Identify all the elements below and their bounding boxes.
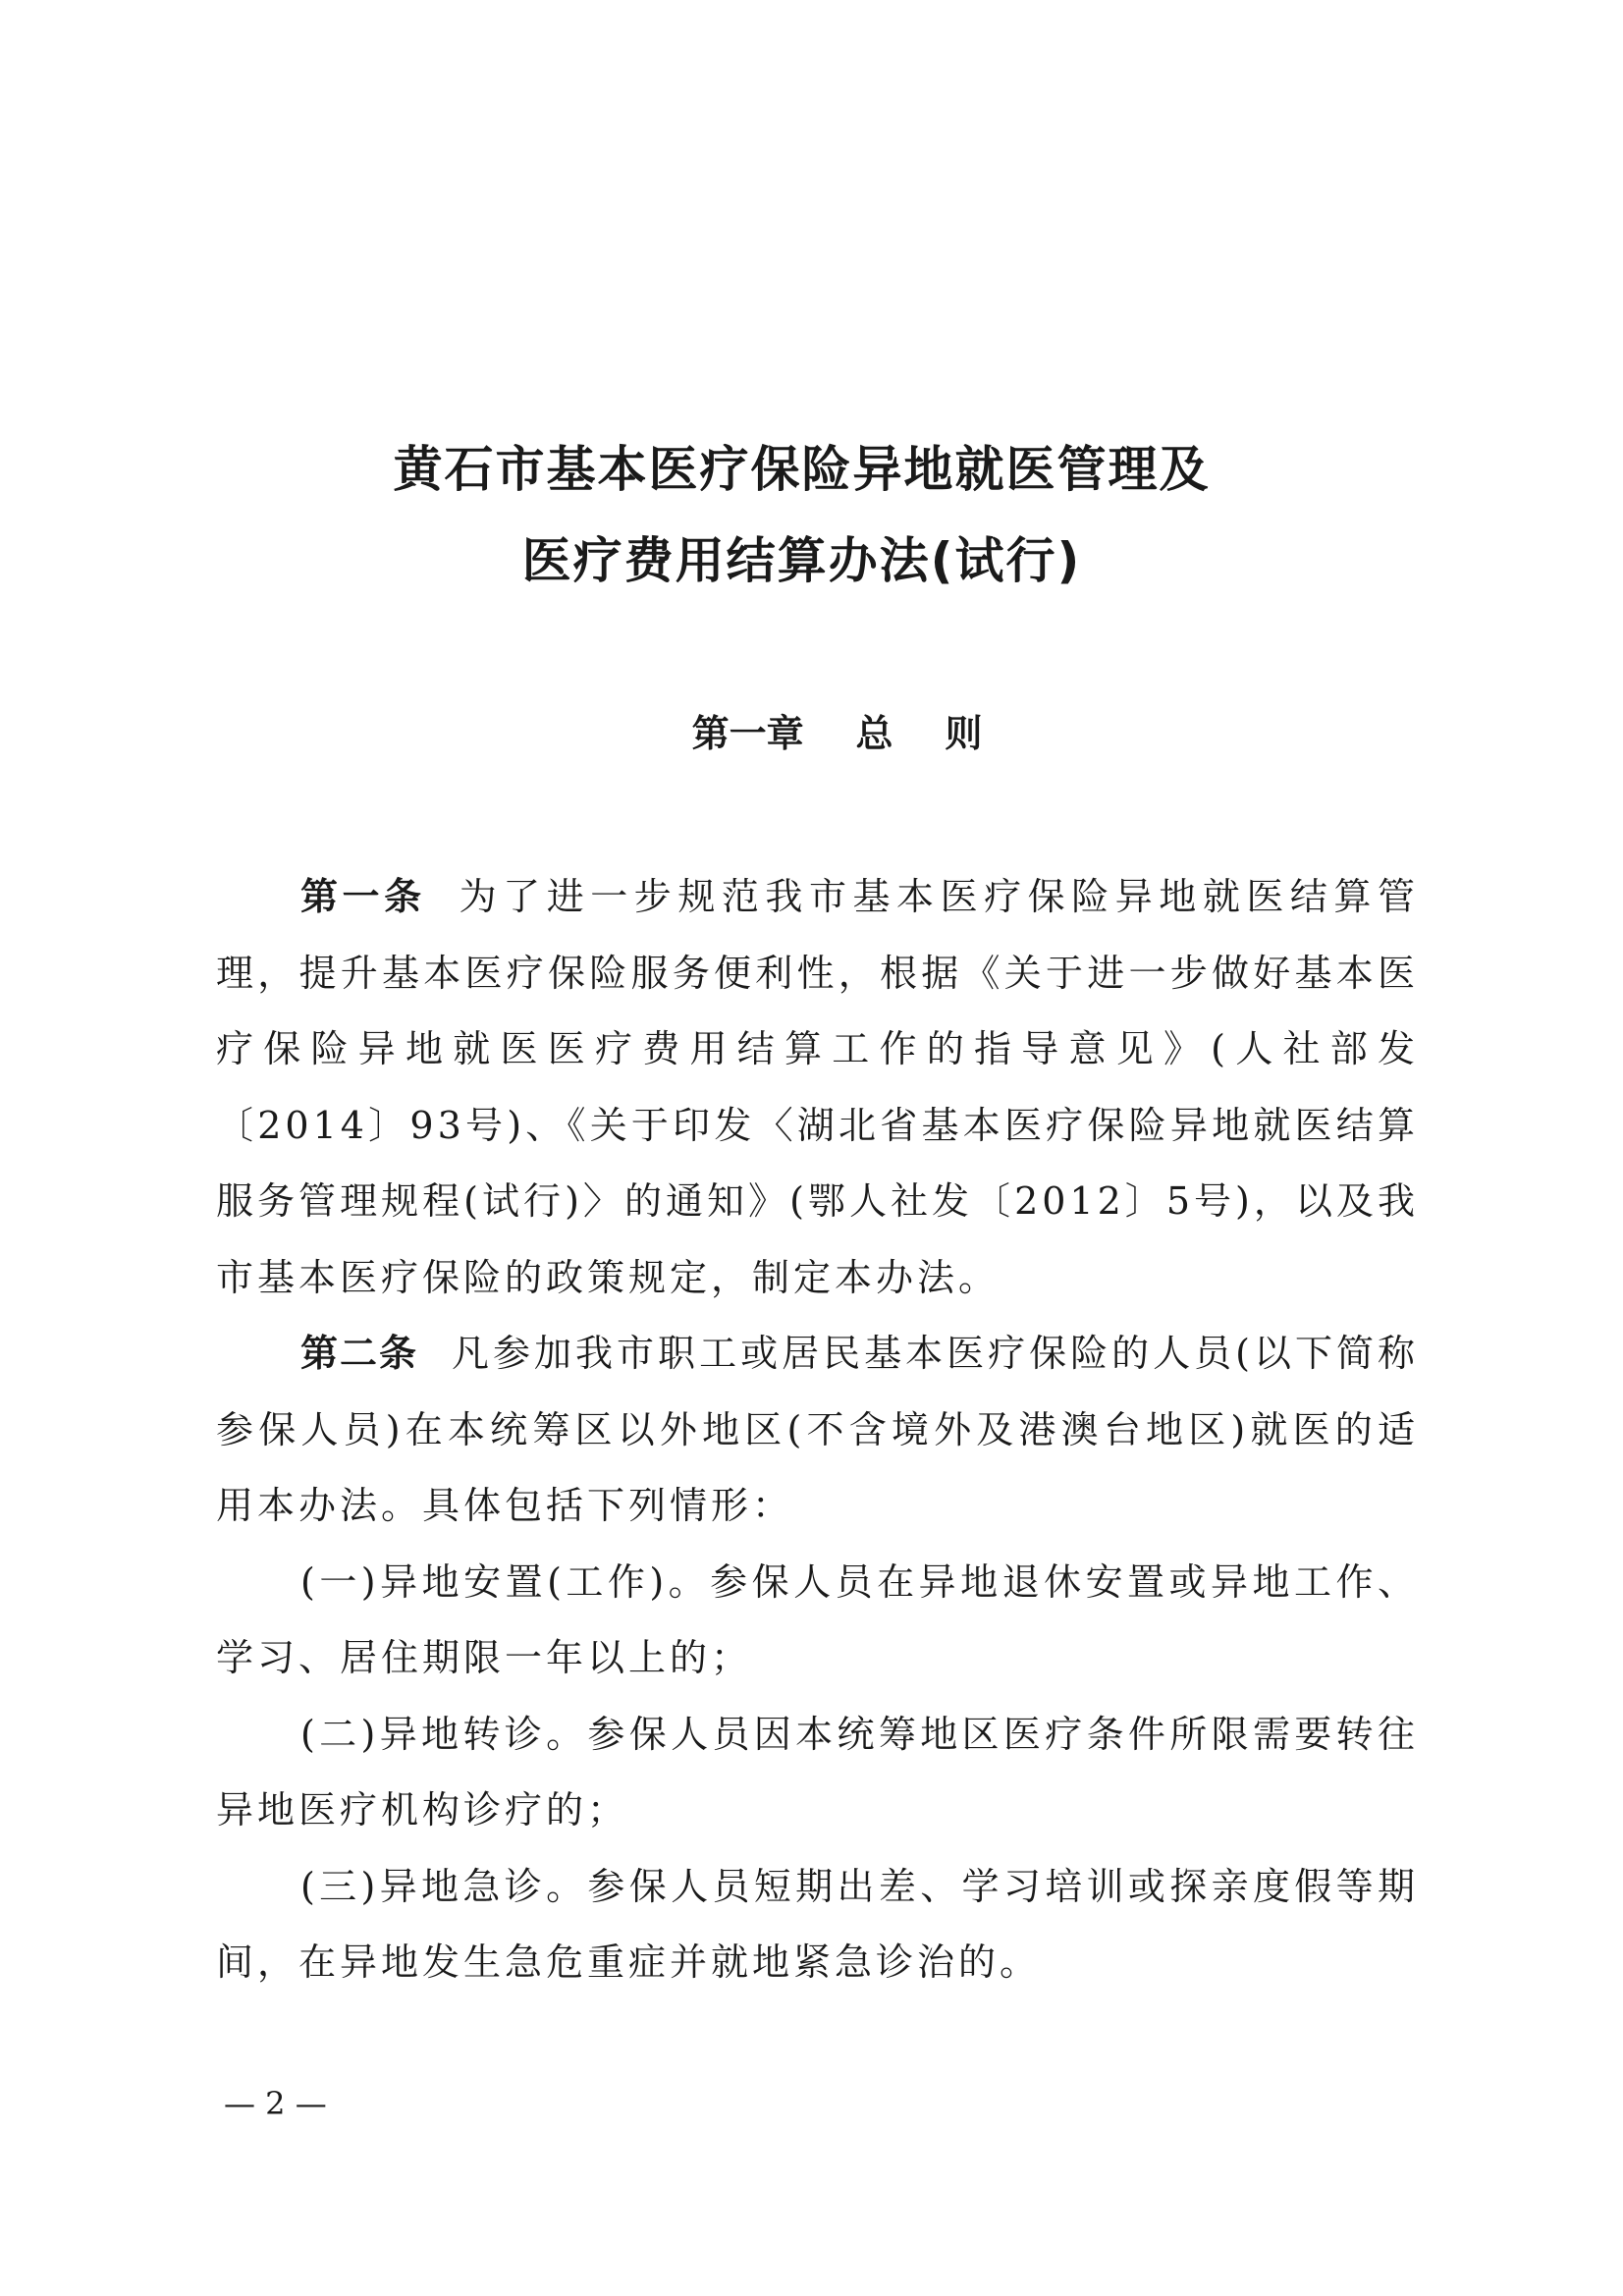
article-paragraph [216, 1316, 1419, 1545]
document-body [216, 859, 1419, 2001]
document-title-line-1: 黄石市基本医疗保险异地就医管理及 [393, 441, 1211, 498]
chapter-heading: 第一章 总 则 [691, 712, 983, 755]
article-number: 第一条 [300, 875, 426, 918]
article-number: 第二条 [300, 1332, 419, 1375]
list-item-paragraph [216, 1697, 1419, 1849]
document-title-line-2: 医疗费用结算办法(试行) [521, 532, 1082, 589]
article-text: 为了进一步规范我市基本医疗保险异地就医结算管理，提升基本医疗保险服务便利性，根据《关于进一步做好基本医疗保险异地就医医疗费用结算工作的指导意见》(人社部发〔2014〕93号)、《关于印发〈湖北省基本医疗保险异地就医结算服务管理规程(试行)〉的通知》(鄂人社发〔2012〕5号)，以及我市基本医疗保险的政策规定，制定本办法。 [216, 875, 1419, 1299]
list-item-text: (一)异地安置(工作)。参保人员在异地退休安置或异地工作、学习、居住期限一年以上的； [216, 1559, 1419, 1679]
list-item-paragraph [216, 1849, 1419, 2001]
article-text: 凡参加我市职工或居民基本医疗保险的人员(以下简称参保人员)在本统筹区以外地区(不含境外及港澳台地区)就医的适用本办法。具体包括下列情形： [216, 1332, 1419, 1527]
list-item-text: (二)异地转诊。参保人员因本统筹地区医疗条件所限需要转往异地医疗机构诊疗的； [216, 1712, 1419, 1831]
page-number: — 2 — [224, 2085, 327, 2122]
list-item-paragraph [216, 1545, 1419, 1697]
list-item-text: (三)异地急诊。参保人员短期出差、学习培训或探亲度假等期间，在异地发生急危重症并就地紧急诊治的。 [216, 1864, 1419, 1984]
article-paragraph [216, 859, 1419, 1316]
